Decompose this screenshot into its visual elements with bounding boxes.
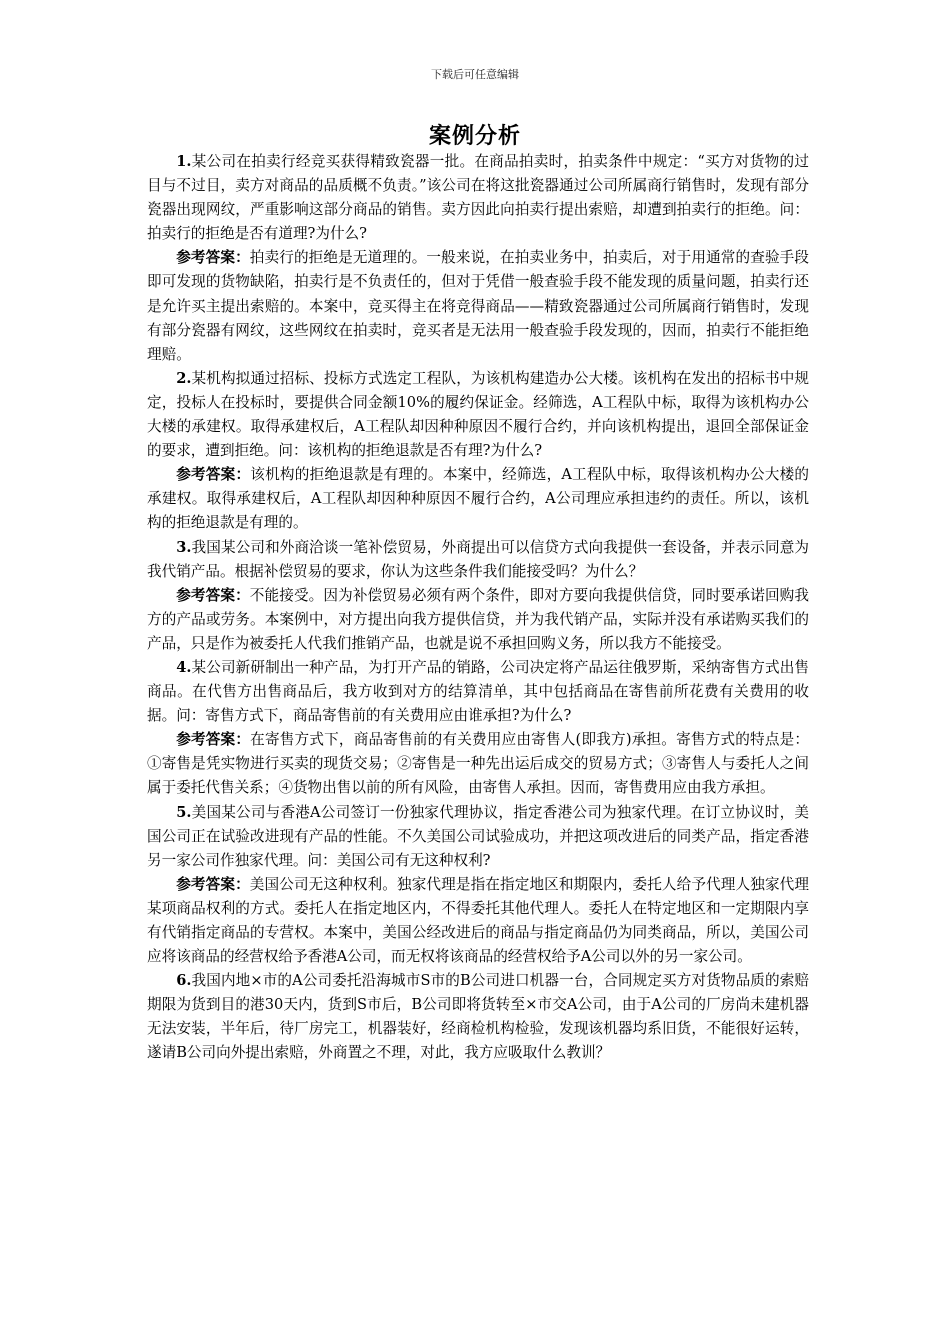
- question-number: 3.: [176, 538, 192, 556]
- answer-label: 参考答案：: [176, 466, 251, 484]
- page-header: 下载后可任意编辑: [431, 68, 519, 81]
- answer-2: [147, 463, 809, 535]
- document-body: [147, 150, 809, 1066]
- question-number: 5.: [176, 803, 192, 821]
- question-text: 我国内地×市的A公司委托沿海城市S市的B公司进口机器一台，合同规定买方对货物品质的索赔期限为货到目的港30天内，货到S市后，B公司即将货转至×市交A公司，由于A公司的厂房尚未建机器无法安装，半年后，待厂房完工，机器装好，经商检机构检验，发现该机器均系旧货，不能很好运转，遂请B公司向外提出索赔，外商置之不理，对此，我方应吸取什么教训？: [147, 972, 809, 1062]
- answer-label: 参考答案：: [176, 249, 250, 267]
- question-text: 美国某公司与香港A公司签订一份独家代理协议，指定香港公司为独家代理。在订立协议时，美国公司正在试验改进现有产品的性能。不久美国公司试验成功，并把这项改进后的同类产品，指定香港另一家公司作独家代理。问：美国公司有无这种权利?: [147, 803, 809, 869]
- answer-text: 拍卖行的拒绝是无道理的。一般来说，在拍卖业务中，拍卖后，对于用通常的查验手段即可发现的货物缺陷，拍卖行是不负责任的，但对于凭借一般查验手段不能发现的质量问题，拍卖行还是允许买主提出索赔的。本案中，竞买得主在将竞得商品——精致瓷器通过公司所属商行销售时，发现有部分瓷器有网纹，这些网纹在拍卖时，竞买者是无法用一般查验手段发现的，因而，拍卖行不能拒绝理赔。: [147, 249, 809, 363]
- answer-5: [147, 873, 809, 969]
- question-4: [147, 656, 809, 728]
- question-text: 某机构拟通过招标、投标方式选定工程队，为该机构建造办公大楼。该机构在发出的招标书中规定，投标人在投标时，要提供合同金额10%的履约保证金。经筛选，A工程队中标，取得为该机构办公大楼的承建权。取得承建权后，A工程队却因种种原因不履行合约，并向该机构提出，退回全部保证金的要求，遭到拒绝。问：该机构的拒绝退款是否有理?为什么?: [147, 369, 809, 460]
- question-2: [147, 367, 809, 463]
- question-1: [147, 150, 809, 246]
- answer-text: 在寄售方式下，商品寄售前的有关费用应由寄售人(即我方)承担。寄售方式的特点是：①寄售是凭实物进行买卖的现货交易；②寄售是一种先出运后成交的贸易方式；③寄售人与委托人之间属于委托代售关系；④货物出售以前的所有风险，由寄售人承担。因而，寄售费用应由我方承担。: [147, 731, 809, 797]
- answer-4: [147, 728, 809, 800]
- question-6: [147, 969, 809, 1065]
- question-number: 1.: [176, 153, 192, 170]
- question-3: [147, 536, 809, 584]
- question-5: [147, 801, 809, 873]
- question-number: 2.: [176, 369, 192, 387]
- answer-text: 美国公司无这种权利。独家代理是指在指定地区和期限内，委托人给予代理人独家代理某项商品权利的方式。委托人在指定地区内，不得委托其他代理人。委托人在特定地区和一定期限内享有代销指定商品的专营权。本案中，美国公经改进后的商品与指定商品仍为同类商品，所以，美国公司应将该商品的经营权给予香港A公司，而无权将该商品的经营权给予A公司以外的另一家公司。: [147, 875, 809, 966]
- answer-3: [147, 584, 809, 656]
- answer-label: 参考答案：: [176, 875, 250, 893]
- answer-label: 参考答案：: [176, 586, 250, 604]
- answer-text: 不能接受。因为补偿贸易必须有两个条件，即对方要向我提供信贷，同时要承诺回购我方的产品或劳务。本案例中，对方提出向我方提供信贷，并为我代销产品，实际并没有承诺购买我们的产品，只是作为被委托人代我们推销产品，也就是说不承担回购义务，所以我方不能接受。: [147, 586, 809, 652]
- answer-text: 该机构的拒绝退款是有理的。本案中，经筛选，A工程队中标，取得该机构办公大楼的承建权。取得承建权后，A工程队却因种种原因不履行合约，A公司理应承担违约的责任。所以，该机构的拒绝退款是有理的。: [147, 466, 809, 532]
- question-number: 4.: [176, 658, 192, 676]
- question-text: 某公司在拍卖行经竞买获得精致瓷器一批。在商品拍卖时，拍卖条件中规定：“买方对货物的过目与不过目，卖方对商品的品质概不负责。”该公司在将这批瓷器通过公司所属商行销售时，发现有部分瓷器出现网纹，严重影响这部分商品的销售。卖方因此向拍卖行提出索赔，却遭到拍卖行的拒绝。问：拍卖行的拒绝是否有道理?为什么?: [147, 153, 809, 243]
- page-title: 案例分析: [428, 123, 521, 149]
- question-number: 6.: [176, 972, 192, 990]
- answer-1: [147, 246, 809, 366]
- answer-label: 参考答案：: [176, 731, 251, 749]
- question-text: 某公司新研制出一种产品，为打开产品的销路，公司决定将产品运往俄罗斯，采纳寄售方式出售商品。在代售方出售商品后，我方收到对方的结算清单，其中包括商品在寄售前所花费有关费用的收据。问：寄售方式下，商品寄售前的有关费用应由谁承担?为什么?: [147, 658, 809, 725]
- question-text: 我国某公司和外商洽谈一笔补偿贸易，外商提出可以信贷方式向我提供一套设备，并表示同意为我代销产品。根据补偿贸易的要求，你认为这些条件我们能接受吗？为什么？: [147, 538, 809, 580]
